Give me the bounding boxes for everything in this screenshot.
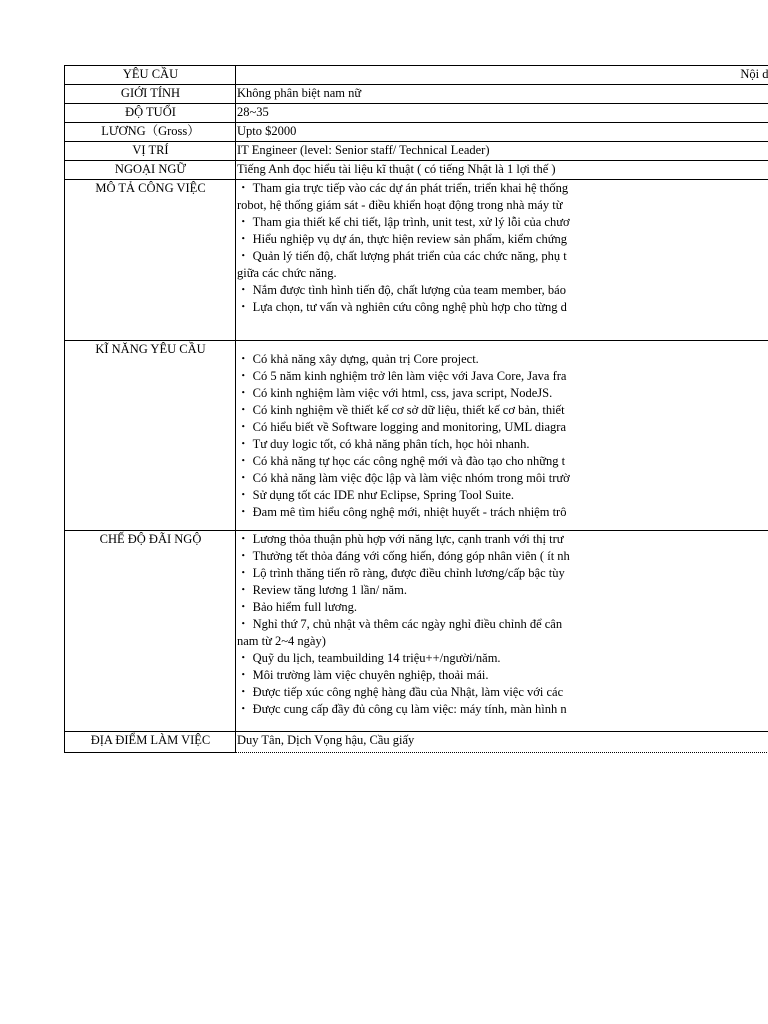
table-row (65, 123, 768, 142)
table-header-row (65, 66, 768, 85)
job-description-label: MÔ TẢ CÔNG VIỆC (65, 180, 236, 341)
list-item: ・ Lựa chọn, tư vấn và nghiên cứu công nghệ phù hợp cho từng d (237, 300, 567, 314)
list-item: ・ Sử dụng tốt các IDE như Eclipse, Spring Tool Suite. (237, 488, 515, 502)
gender-value: Không phân biệt nam nữ (236, 85, 768, 104)
list-item: ・ Thưởng tết thỏa đáng với cống hiến, đóng góp nhân viên ( ít nh (237, 549, 570, 563)
table-row (65, 531, 768, 732)
salary-label: LƯƠNG（Gross） (65, 123, 236, 142)
gender-label: GIỚI TÍNH (65, 85, 236, 104)
list-item: ・ Review tăng lương 1 lần/ năm. (237, 583, 407, 597)
job-requirements-table (64, 65, 768, 753)
list-item: ・ Quỹ du lịch, teambuilding 14 triệu++/người/năm. (237, 651, 501, 665)
benefits-label: CHẾ ĐỘ ĐÃI NGỘ (65, 531, 236, 732)
list-item: ・ Nghỉ thứ 7, chủ nhật và thêm các ngày nghỉ điều chỉnh để cân (237, 617, 563, 631)
list-item: ・ Quản lý tiến độ, chất lượng phát triển của các chức năng, phụ t (237, 249, 567, 263)
list-item: ・ Có kinh nghiệm về thiết kế cơ sở dữ liệu, thiết kế cơ bản, thiết (237, 403, 565, 417)
table-row (65, 732, 768, 753)
location-value: Duy Tân, Dịch Vọng hậu, Cầu giấy (236, 732, 768, 753)
list-item: robot, hệ thống giám sát - điều khiển hoạt động trong nhà máy từ (237, 198, 563, 212)
list-item: ・ Có hiểu biết về Software logging and monitoring, UML diagra (237, 420, 566, 434)
list-item: ・ Môi trường làm việc chuyên nghiệp, thoải mái. (237, 668, 489, 682)
language-label: NGOẠI NGỮ (65, 161, 236, 180)
list-item: ・ Có khả năng xây dựng, quản trị Core project. (237, 352, 479, 366)
list-item: ・ Tham gia trực tiếp vào các dự án phát triển, triển khai hệ thống (237, 181, 569, 195)
list-item: giữa các chức năng. (237, 266, 337, 280)
position-label: VỊ TRÍ (65, 142, 236, 161)
list-item: ・ Có 5 năm kinh nghiệm trở lên làm việc với Java Core, Java fra (237, 369, 567, 383)
skills-value (236, 341, 768, 531)
list-item: ・ Tham gia thiết kế chi tiết, lập trình, unit test, xử lý lỗi của chươ (237, 215, 570, 229)
table-row (65, 161, 768, 180)
list-item: ・ Tư duy logic tốt, có khả năng phân tích, học hỏi nhanh. (237, 437, 530, 451)
table-row (65, 85, 768, 104)
list-item: ・ Có khả năng làm việc độc lập và làm việc nhóm trong môi trườ (237, 471, 570, 485)
list-item: ・ Được cung cấp đầy đủ công cụ làm việc: máy tính, màn hình n (237, 702, 567, 716)
list-item: nam từ 2~4 ngày) (237, 634, 326, 648)
position-value: IT Engineer (level: Senior staff/ Technical Leader) (236, 142, 768, 161)
language-value: Tiếng Anh đọc hiểu tài liệu kĩ thuật ( có tiếng Nhật là 1 lợi thế ) (236, 161, 768, 180)
benefits-value (236, 531, 768, 732)
list-item: ・ Được tiếp xúc công nghệ hàng đầu của Nhật, làm việc với các (237, 685, 564, 699)
table-row (65, 142, 768, 161)
list-item: ・ Lương thỏa thuận phù hợp với năng lực, cạnh tranh với thị trư (237, 532, 564, 546)
age-value: 28~35 (236, 104, 768, 123)
location-label: ĐỊA ĐIỂM LÀM VIỆC (65, 732, 236, 753)
list-item: ・ Nắm được tình hình tiến độ, chất lượng của team member, báo (237, 283, 566, 297)
job-description-value (236, 180, 768, 341)
table-row (65, 180, 768, 341)
table-row (65, 104, 768, 123)
requirements-sheet (64, 65, 768, 753)
list-item: ・ Có khả năng tự học các công nghệ mới và đào tạo cho những t (237, 454, 566, 468)
header-content: Nội d (236, 66, 768, 85)
salary-value: Upto $2000 (236, 123, 768, 142)
list-item: ・ Bảo hiểm full lương. (237, 600, 357, 614)
list-item: ・ Có kinh nghiệm làm việc với html, css, java script, NodeJS. (237, 386, 553, 400)
header-requirement: YÊU CẦU (65, 66, 236, 85)
list-item: ・ Đam mê tìm hiểu công nghệ mới, nhiệt huyết - trách nhiệm trô (237, 505, 567, 519)
list-item: ・ Lộ trình thăng tiến rõ ràng, được điều chỉnh lương/cấp bậc tùy (237, 566, 565, 580)
skills-label: KĨ NĂNG YÊU CẦU (65, 341, 236, 531)
list-item: ・ Hiểu nghiệp vụ dự án, thực hiện review sản phẩm, kiểm chứng (237, 232, 567, 246)
table-row (65, 341, 768, 531)
age-label: ĐỘ TUỔI (65, 104, 236, 123)
